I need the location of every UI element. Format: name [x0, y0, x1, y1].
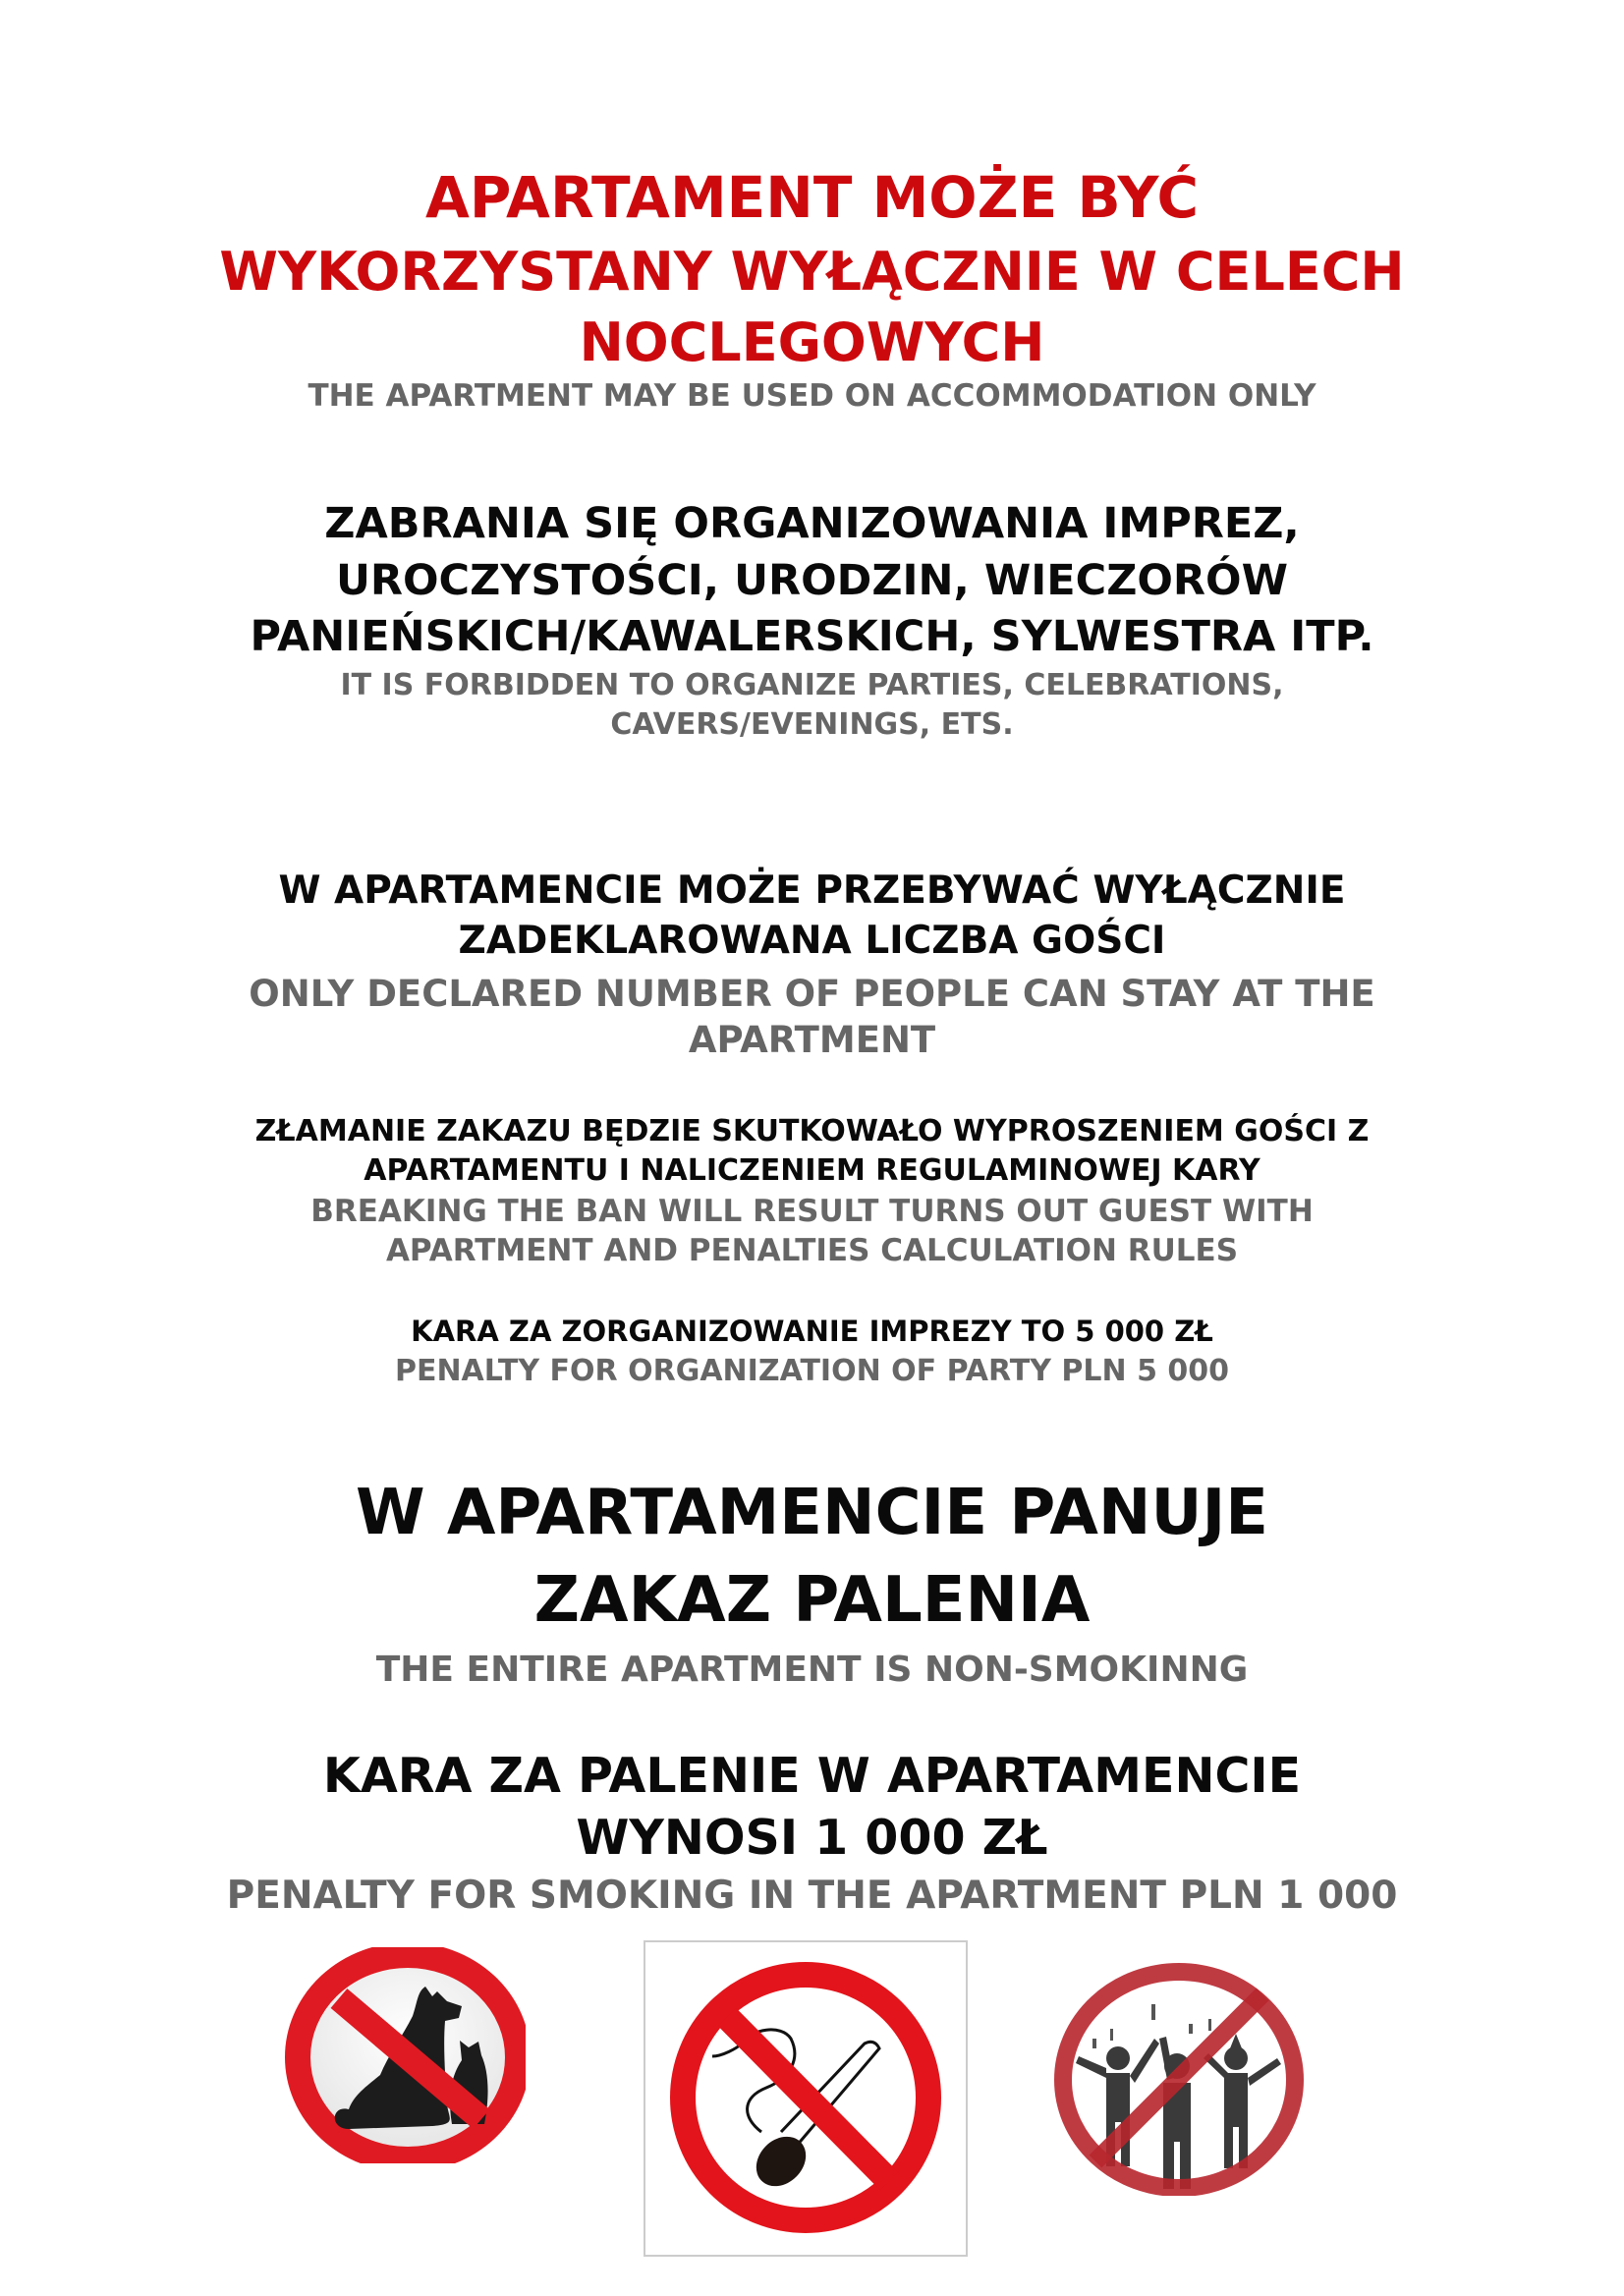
declared-guests-translation-1: ONLY DECLARED NUMBER OF PEOPLE CAN STAY AT THE	[249, 973, 1375, 1015]
breaking-ban-translation-2: APARTMENT AND PENALTIES CALCULATION RULES	[385, 1233, 1239, 1268]
declared-guests-translation-2: APARTMENT	[688, 1019, 936, 1061]
declared-guests-line-1: W APARTAMENCIE MOŻE PRZEBYWAĆ WYŁĄCZNIE	[278, 868, 1346, 913]
no-parties-line-3: PANIEŃSKICH/KAWALERSKICH, SYLWESTRA ITP.	[250, 612, 1374, 661]
no-parties-line-2: UROCZYSTOŚCI, URODZIN, WIECZORÓW	[335, 556, 1289, 605]
title-line-2: WYKORZYSTANY WYŁĄCZNIE W CELECH	[219, 241, 1405, 303]
no-smoking-line-1: W APARTAMENCIE PANUJE	[356, 1477, 1268, 1549]
party-penalty-line: KARA ZA ZORGANIZOWANIE IMPREZY TO 5 000 ZŁ	[411, 1315, 1213, 1348]
no-smoking-line-2: ZAKAZ PALENIA	[533, 1564, 1091, 1637]
title-line-1: APARTAMENT MOŻE BYĆ	[424, 164, 1200, 231]
smoking-penalty-line-2: WYNOSI 1 000 ZŁ	[576, 1810, 1048, 1866]
no-parties-translation-2: CAVERS/EVENINGS, ETS.	[610, 707, 1014, 742]
smoking-penalty-line-1: KARA ZA PALENIE W APARTAMENCIE	[322, 1748, 1302, 1804]
no-parties-translation-1: IT IS FORBIDDEN TO ORGANIZE PARTIES, CELEBRATIONS,	[340, 668, 1284, 702]
no-smoking-icon	[644, 1940, 968, 2257]
no-parties-icon	[1041, 1950, 1316, 2196]
breaking-ban-line-1: ZŁAMANIE ZAKAZU BĘDZIE SKUTKOWAŁO WYPROSZENIEM GOŚCI Z	[254, 1114, 1370, 1148]
title-line-3: NOCLEGOWYCH	[579, 311, 1045, 373]
declared-guests-line-2: ZADEKLAROWANA LICZBA GOŚCI	[458, 919, 1166, 963]
no-parties-line-1: ZABRANIA SIĘ ORGANIZOWANIA IMPREZ,	[324, 499, 1300, 548]
breaking-ban-line-2: APARTAMENTU I NALICZENIEM REGULAMINOWEJ KARY	[364, 1153, 1260, 1188]
party-penalty-translation: PENALTY FOR ORGANIZATION OF PARTY PLN 5 000	[394, 1354, 1230, 1388]
no-pets-icon	[270, 1947, 526, 2163]
breaking-ban-translation-1: BREAKING THE BAN WILL RESULT TURNS OUT GUEST WITH	[310, 1194, 1314, 1229]
smoking-penalty-translation: PENALTY FOR SMOKING IN THE APARTMENT PLN 1 000	[226, 1874, 1398, 1918]
no-smoking-translation: THE ENTIRE APARTMENT IS NON-SMOKINNG	[375, 1650, 1249, 1690]
title-translation: THE APARTMENT MAY BE USED ON ACCOMMODATION ONLY	[308, 378, 1316, 414]
